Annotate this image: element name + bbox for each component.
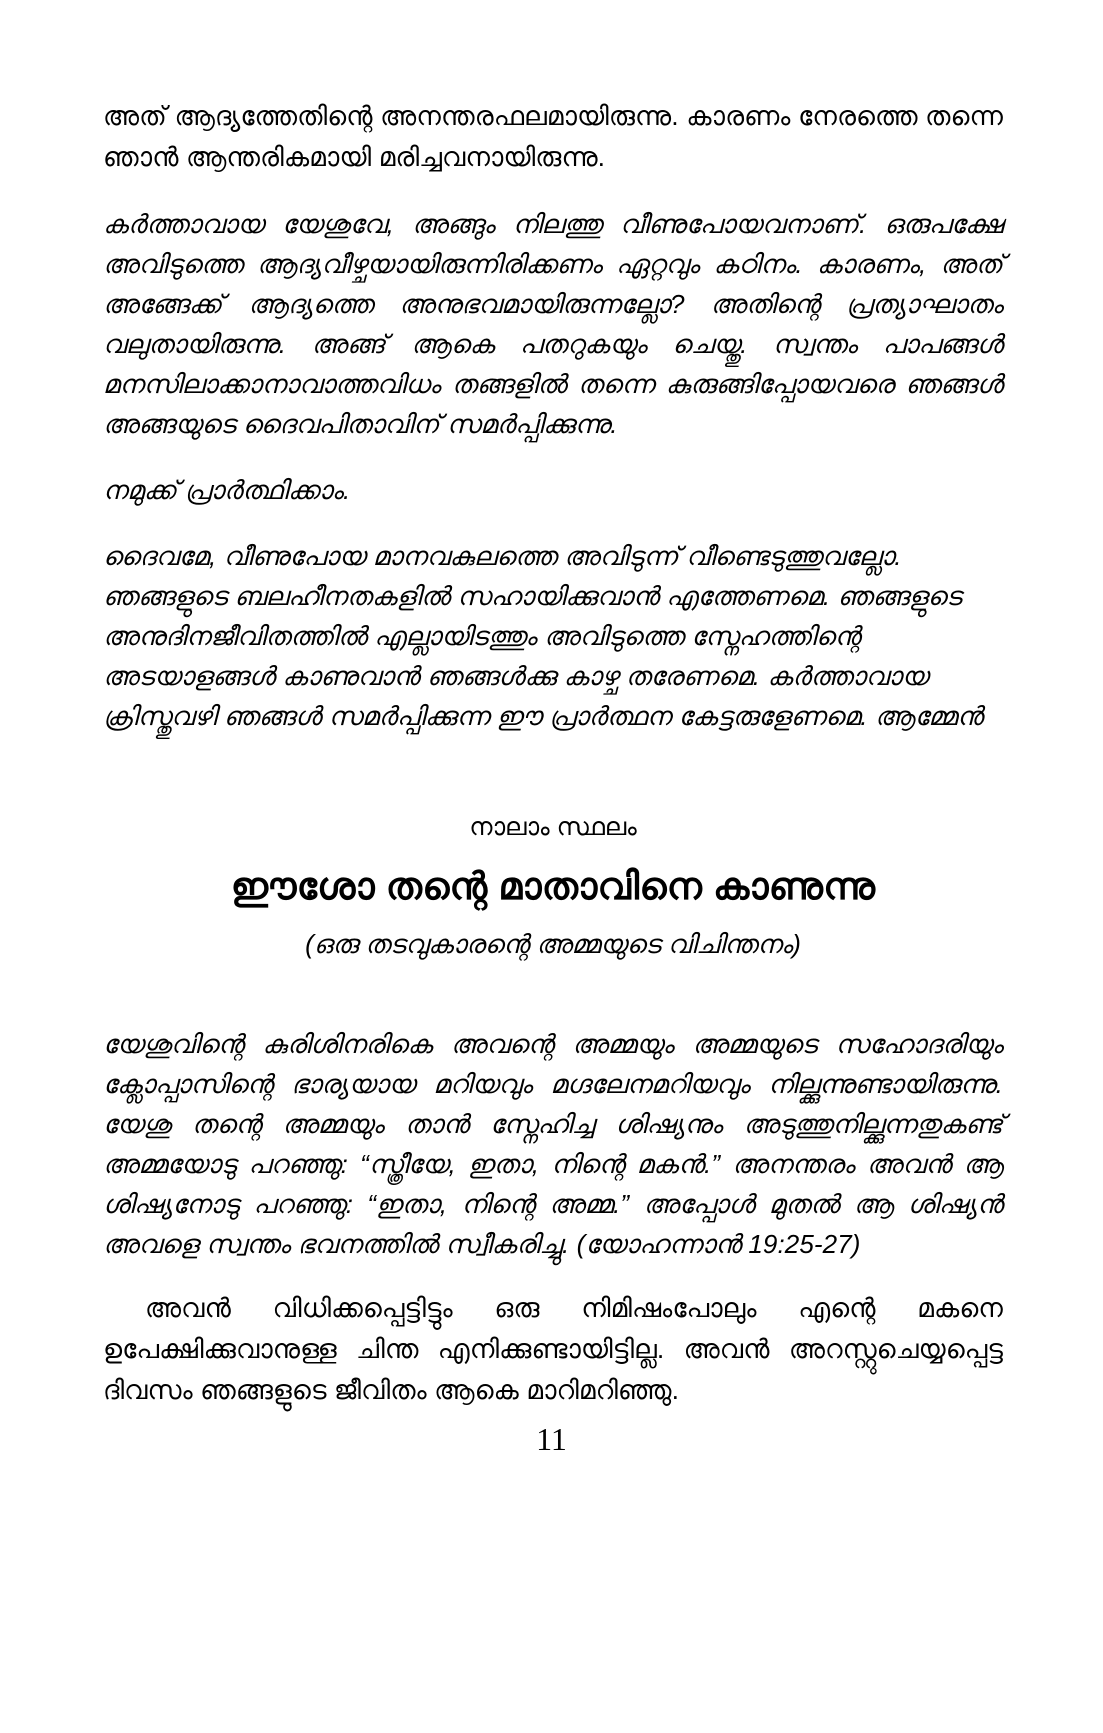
station-title: ഈശോ തന്റെ മാതാവിനെ കാണുന്നു [230, 866, 876, 908]
meditation-paragraph: അവൻ വിധിക്കപ്പെട്ടിട്ടും ഒരു നിമിഷംപോലും എന്റെ മകനെ ഉപേക്ഷിക്കുവാനുള്ള ചിന്ത എനിക്കുണ്ടായിട്ടില്ല. അവൻ അറസ്റ്റുചെയ്യപ്പെട്ട ദിവസം ഞങ്ങളുടെ ജീവിതം ആകെ മാറിമറിഞ്ഞു. [103, 1293, 1003, 1405]
station-heading-block [103, 810, 1003, 962]
page-content [103, 96, 1003, 1411]
station-label: നാലാം സ്ഥലം [469, 813, 637, 841]
scripture-block [103, 1024, 1003, 1411]
reflection-paragraph: കർത്താവായ യേശുവേ, അങ്ങും നിലത്തു വീണുപോയവനാണ്. ഒരുപക്ഷേ അവിടുത്തെ ആദ്യവീഴ്ചയായിരുന്നിരിക്കണം ഏറ്റവും കഠിനം. കാരണം, അത് അങ്ങേക്ക് ആദ്യത്തെ അനുഭവമായിരുന്നല്ലോ? അതിന്റെ പ്രത്യാഘാതം വലുതായിരുന്നു. അങ്ങ് ആകെ പതറുകയും ചെയ്തു. സ്വന്തം പാപങ്ങൾ മനസിലാക്കാനാവാത്തവിധം തങ്ങളിൽ തന്നെ കുരുങ്ങിപ്പോയവരെ ഞങ്ങൾ അങ്ങയുടെ ദൈവപിതാവിന് സമർപ്പിക്കുന്നു. [103, 209, 1003, 439]
prayer-paragraph: ദൈവമേ, വീണുപോയ മാനവകുലത്തെ അവിടുന്ന് വീണ്ടെടുത്തുവല്ലോ. ഞങ്ങളുടെ ബലഹീനതകളിൽ സഹായിക്കുവാൻ എത്തേണമെ. ഞങ്ങളുടെ അനുദിനജീവിതത്തിൽ എല്ലായിടത്തും അവിടുത്തെ സ്നേഹത്തിന്റെ അടയാളങ്ങൾ കാണുവാൻ ഞങ്ങൾക്കു കാഴ്ച തരേണമെ. കർത്താവായ ക്രിസ്തുവഴി ഞങ്ങൾ സമർപ്പിക്കുന്ന ഈ പ്രാർത്ഥന കേട്ടരുളേണമെ. ആമ്മേൻ [103, 541, 983, 731]
invitation-paragraph: നമുക്ക് പ്രാർത്ഥിക്കാം. [103, 475, 351, 505]
page-number: 11 [536, 1421, 567, 1457]
scripture-paragraph: യേശുവിന്റെ കുരിശിനരികെ അവന്റെ അമ്മയും അമ്മയുടെ സഹോദരിയും ക്ലോപ്പാസിന്റെ ഭാര്യയായ മറിയവും മഗ്ദലേനമറിയവും നില്ക്കുന്നുണ്ടായിരുന്നു. യേശു തന്റെ അമ്മയും താൻ സ്നേഹിച്ച ശിഷ്യനും അടുത്തുനില്ക്കുന്നതുകണ്ട് അമ്മയോടു പറഞ്ഞു: “സ്ത്രീയേ, ഇതാ, നിന്റെ മകൻ.” അനന്തരം അവൻ ആ ശിഷ്യനോടു പറഞ്ഞു: “ഇതാ, നിന്റെ അമ്മ.” അപ്പോൾ മുതൽ ആ ശിഷ്യൻ അവളെ സ്വന്തം ഭവനത്തിൽ സ്വീകരിച്ചു. (യോഹന്നാൻ 19:25-27) [103, 1029, 1003, 1259]
intro-paragraph: അത് ആദ്യത്തേതിന്റെ അനന്തരഫലമായിരുന്നു. കാരണം നേരത്തെ തന്നെ ഞാൻ ആന്തരികമായി മരിച്ചവനായിരുന്നു. [103, 101, 1003, 172]
station-subtitle: (ഒരു തടവുകാരന്റെ അമ്മയുടെ വിചിന്തനം) [305, 929, 801, 959]
